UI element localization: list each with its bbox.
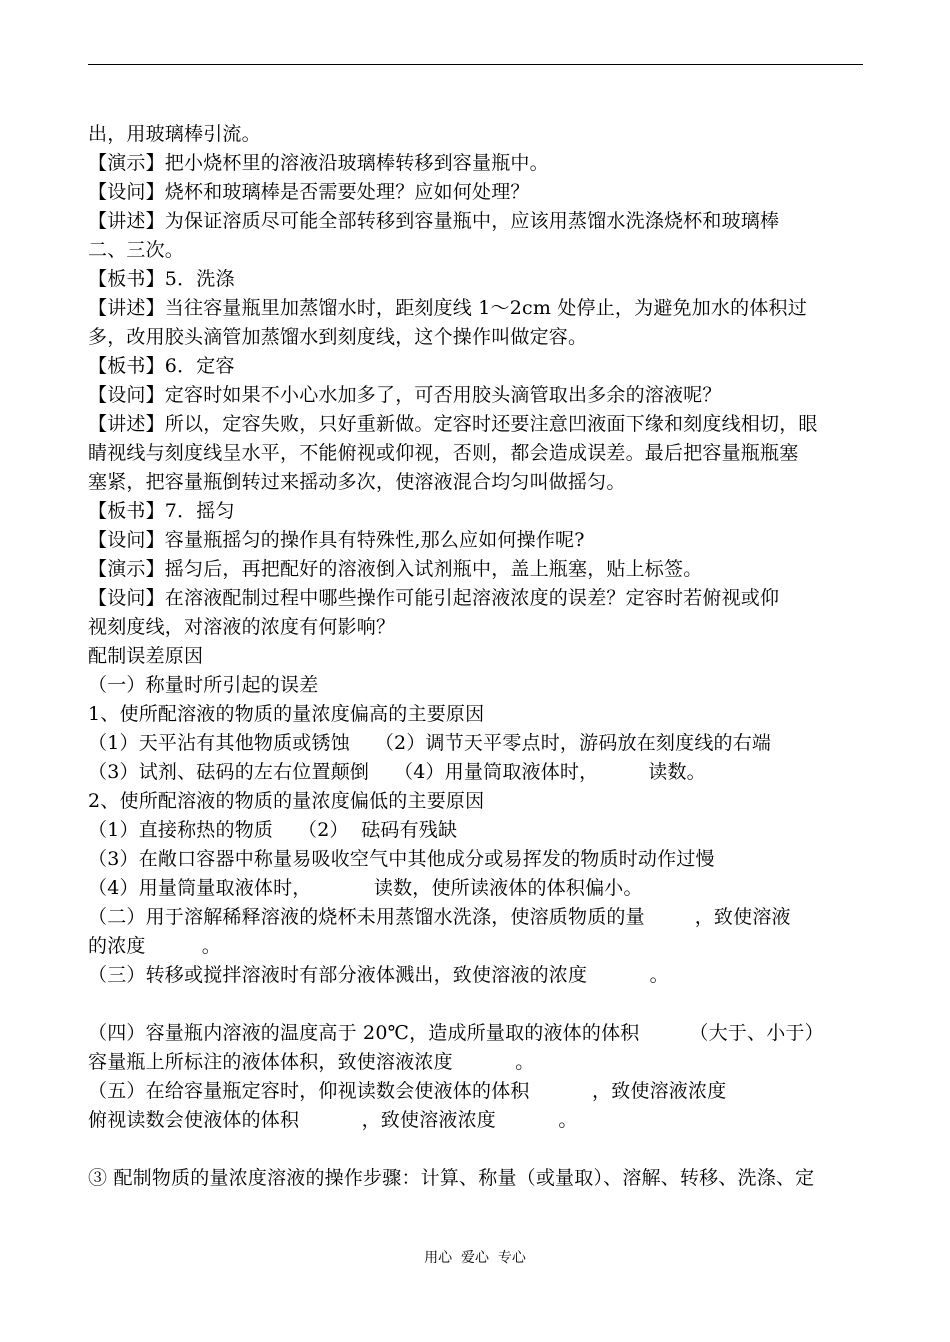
text-line: 睛视线与刻度线呈水平，不能俯视或仰视，否则，都会造成误差。最后把容量瓶瓶塞	[88, 442, 799, 464]
text-line: 【讲述】所以，定容失败，只好重新做。定容时还要注意凹液面下缘和刻度线相切，眼	[88, 413, 818, 435]
text-line: 2、使所配溶液的物质的量浓度偏低的主要原因	[88, 790, 485, 812]
text-line: （1）直接称热的物质 （2） 砝码有残缺	[88, 819, 458, 841]
text-line: 俯视读数会使液体的体积 ，致使溶液浓度 。	[88, 1109, 578, 1131]
header-rule	[88, 64, 863, 65]
text-line: 【设问】容量瓶摇匀的操作具有特殊性,那么应如何操作呢?	[88, 529, 585, 551]
text-line: 的浓度 。	[88, 935, 221, 957]
text-line: 塞紧，把容量瓶倒转过来摇动多次，使溶液混合均匀叫做摇匀。	[88, 471, 626, 493]
text-line: （1）天平沾有其他物质或锈蚀 （2）调节天平零点时，游码放在刻度线的右端	[88, 732, 772, 754]
text-line: （4）用量筒量取液体时， 读数，使所读液体的体积偏小。	[88, 877, 643, 899]
text-line: 【讲述】当往容量瓶里加蒸馏水时，距刻度线 1～2cm 处停止，为避免加水的体积过	[88, 297, 807, 319]
text-line: （三）转移或搅拌溶液时有部分液体溅出，致使溶液的浓度 。	[88, 964, 669, 986]
text-line: 容量瓶上所标注的液体体积，致使溶液浓度 。	[88, 1051, 535, 1073]
text-line: （二）用于溶解稀释溶液的烧杯未用蒸馏水洗涤，使溶质物质的量 ，致使溶液	[88, 906, 791, 928]
text-line: 【讲述】为保证溶质尽可能全部转移到容量瓶中，应该用蒸馏水洗涤烧杯和玻璃棒	[88, 210, 780, 232]
text-line: （五）在给容量瓶定容时，仰视读数会使液体的体积 ，致使溶液浓度	[88, 1080, 727, 1102]
text-line: 【板书】7．摇匀	[88, 500, 235, 522]
page-footer: 用心 爱心 专心	[424, 1250, 526, 1266]
text-line: 配制误差原因	[88, 645, 204, 667]
text-line: 视刻度线，对溶液的浓度有何影响？	[88, 616, 396, 638]
text-line: 【板书】6．定容	[88, 355, 235, 377]
text-line: ③ 配制物质的量浓度溶液的操作步骤：计算、称量（或量取）、溶解、转移、洗涤、定	[88, 1167, 815, 1189]
text-line: 二、三次。	[88, 239, 185, 261]
text-line: （3）在敞口容器中称量易吸收空气中其他成分或易挥发的物质时动作过慢	[88, 848, 715, 870]
text-line: （一）称量时所引起的误差	[88, 674, 319, 696]
text-line: 多，改用胶头滴管加蒸馏水到刻度线，这个操作叫做定容。	[88, 326, 588, 348]
text-line: （3）试剂、砝码的左右位置颠倒 （4）用量筒取液体时， 读数。	[88, 761, 706, 783]
text-line: 1、使所配溶液的物质的量浓度偏高的主要原因	[88, 703, 485, 725]
text-line: 【板书】5．洗涤	[88, 268, 235, 290]
text-line: 【设问】定容时如果不小心水加多了，可否用胶头滴管取出多余的溶液呢？	[88, 384, 722, 406]
text-line: 【演示】把小烧杯里的溶液沿玻璃棒转移到容量瓶中。	[88, 152, 549, 174]
text-line: 出，用玻璃棒引流。	[88, 123, 261, 145]
text-line: 【设问】烧杯和玻璃棒是否需要处理？应如何处理？	[88, 181, 530, 203]
text-line: 【设问】在溶液配制过程中哪些操作可能引起溶液浓度的误差？定容时若俯视或仰	[88, 587, 780, 609]
text-line: （四）容量瓶内溶液的温度高于 20℃，造成所量取的液体的体积 （大于、小于）	[88, 1022, 824, 1044]
text-line: 【演示】摇匀后，再把配好的溶液倒入试剂瓶中，盖上瓶塞，贴上标签。	[88, 558, 703, 580]
